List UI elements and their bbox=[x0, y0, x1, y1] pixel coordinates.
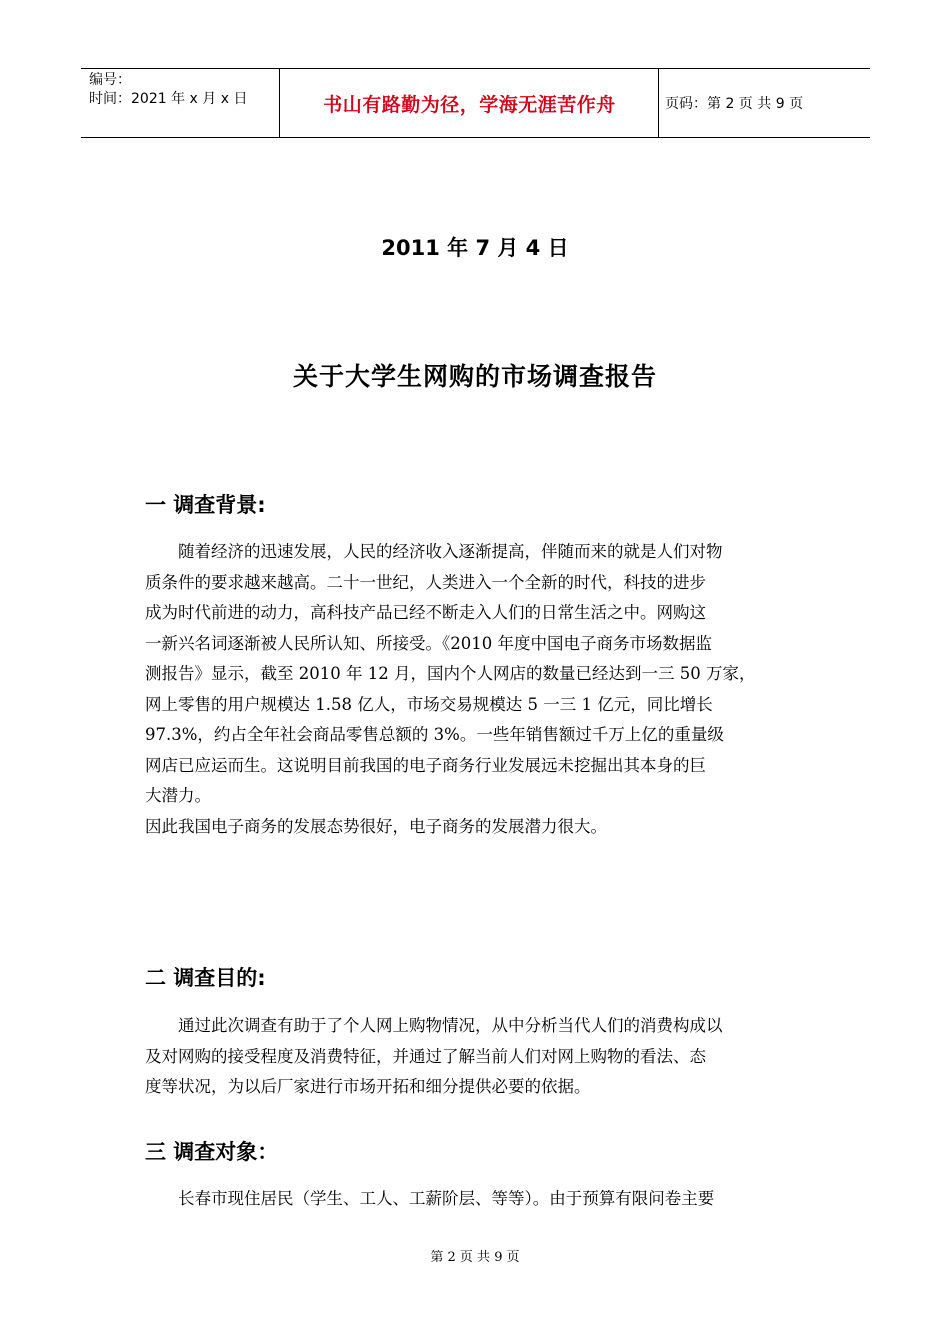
time-label: 时间：2021 年 x 月 x 日 bbox=[89, 91, 248, 107]
header-table bbox=[81, 68, 870, 138]
section-heading: 一 调查背景: bbox=[145, 493, 266, 517]
report-title: 关于大学生网购的市场调查报告 bbox=[292, 362, 657, 391]
header-meta bbox=[81, 69, 280, 137]
text-line: 度等状况，为以后厂家进行市场开拓和细分提供必要的依据。 bbox=[145, 1077, 591, 1096]
text-line: 及对网购的接受程度及消费特征，并通过了解当前人们对网上购物的看法、态 bbox=[145, 1046, 706, 1066]
text-line: 随着经济的迅速发展，人民的经济收入逐渐提高，伴随而来的就是人们对物 bbox=[178, 542, 723, 561]
text-line: 网上零售的用户规模达 1.58 亿人，市场交易规模达 5 一三 1 亿元，同比增长 bbox=[145, 694, 713, 714]
text-line: 因此我国电子商务的发展态势很好，电子商务的发展潜力很大。 bbox=[145, 816, 607, 836]
text-line: 一新兴名词逐渐被人民所认知、所接受。《2010 年度中国电子商务市场数据监 bbox=[145, 633, 712, 653]
section-heading: 二 调查目的: bbox=[145, 966, 266, 990]
text-line: 成为时代前进的动力，高科技产品已经不断走入人们的日常生活之中。网购这 bbox=[145, 603, 706, 622]
number-label: 编号： bbox=[89, 72, 131, 88]
page-footer: 第 2 页 共 9 页 bbox=[430, 1250, 520, 1265]
header-page-info: 页码：第 2 页 共 9 页 bbox=[665, 96, 804, 112]
section-heading: 三 调查对象： bbox=[145, 1140, 279, 1164]
report-date: 2011 年 7 月 4 日 bbox=[381, 236, 569, 260]
section-body bbox=[145, 537, 825, 842]
text-line: 网店已应运而生。这说明目前我国的电子商务行业发展远未挖掘出其本身的巨 bbox=[145, 755, 706, 775]
text-line: 通过此次调查有助于了个人网上购物情况，从中分析当代人们的消费构成以 bbox=[178, 1016, 723, 1035]
header-motto: 书山有路勤为径，学海无涯苦作舟 bbox=[281, 69, 659, 137]
text-line: 97.3%，约占全年社会商品零售总额的 3%。一些年销售额过千万上亿的重量级 bbox=[145, 725, 724, 744]
text-line: 长春市现住居民（学生、工人、工薪阶层、等等）。由于预算有限问卷主要 bbox=[178, 1189, 715, 1208]
text-line: 质条件的要求越来越高。二十一世纪，人类进入一个全新的时代，科技的进步 bbox=[145, 572, 706, 592]
section-body bbox=[145, 1184, 825, 1215]
text-line: 大潜力。 bbox=[145, 786, 211, 805]
section-body bbox=[145, 1011, 825, 1103]
text-line: 测报告》显示，截至 2010 年 12 月，国内个人网店的数量已经达到一三 50 万家， bbox=[145, 664, 756, 683]
